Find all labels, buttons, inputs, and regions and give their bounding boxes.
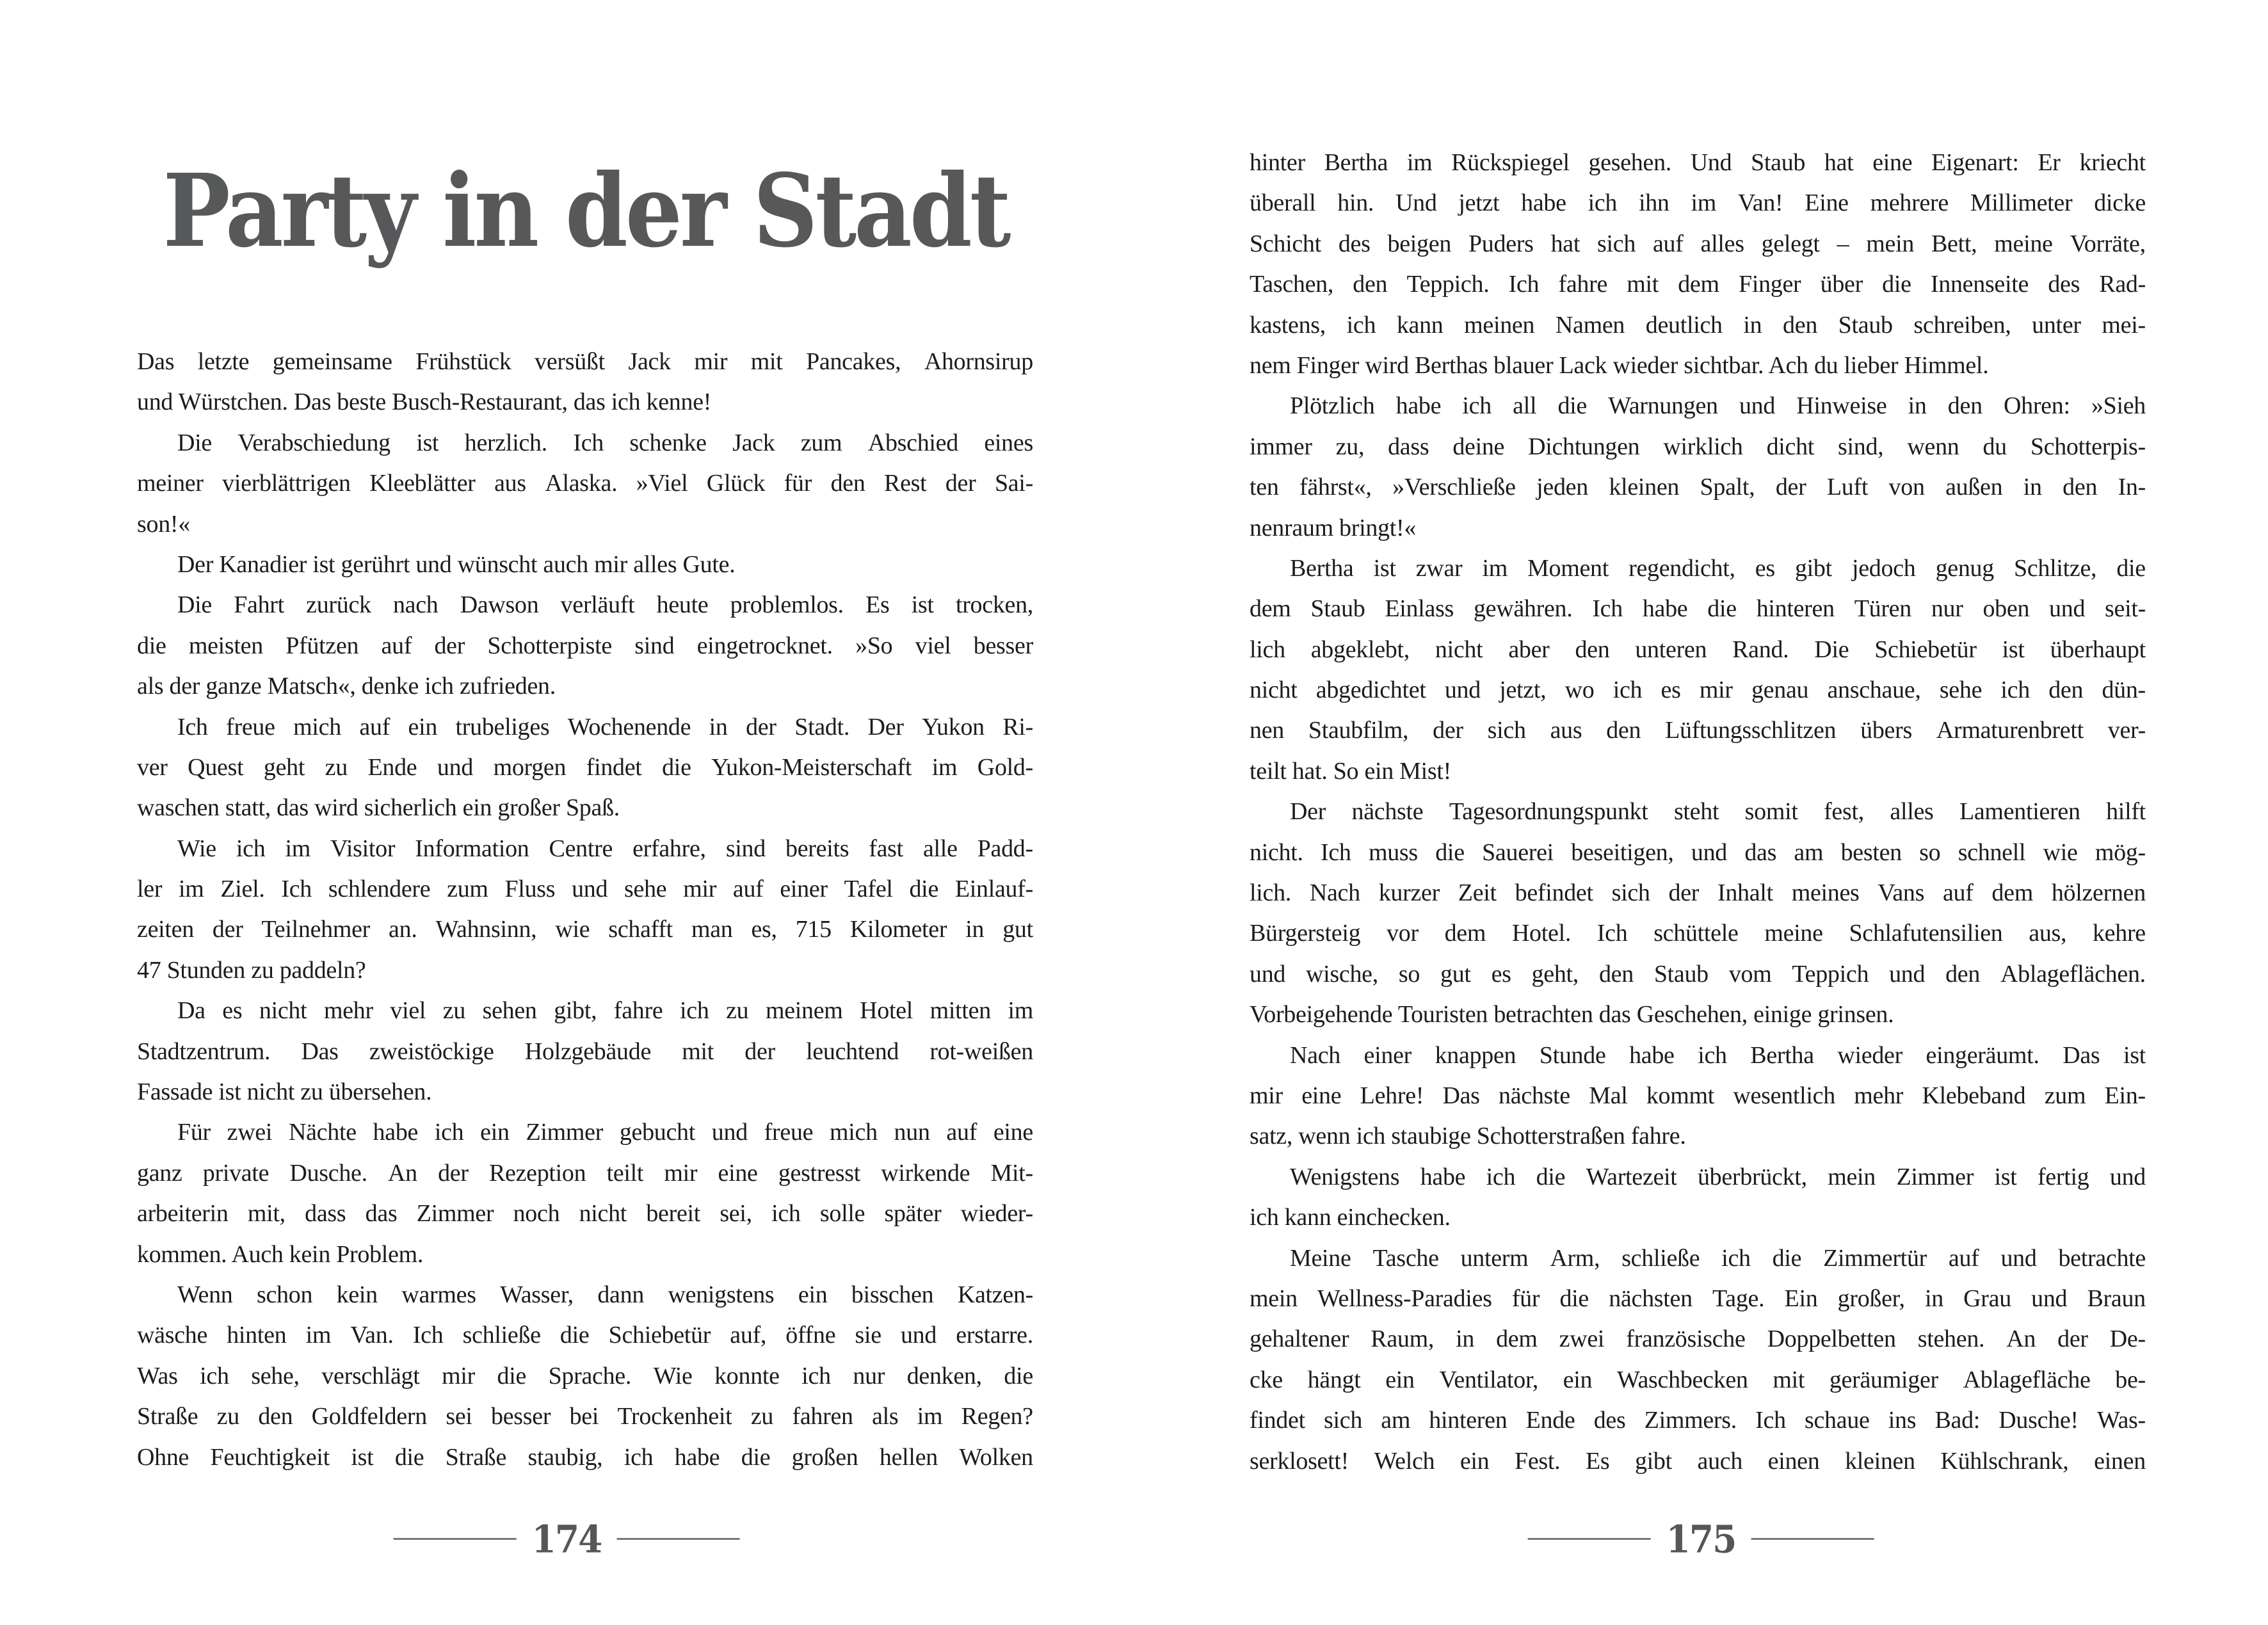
text-line: lich abgeklebt, nicht aber den unteren Rand. Die Schiebetür ist überhaupt — [1250, 636, 2146, 663]
text-line: Nach einer knappen Stunde habe ich Bertha wieder eingeräumt. Das ist — [1290, 1041, 2146, 1069]
chapter-title: Party in der Stadt — [163, 152, 1009, 271]
left-page-footer — [394, 1516, 740, 1562]
text-line: Ich freue mich auf ein trubeliges Wochenende in der Stadt. Der Yukon Ri- — [177, 713, 1033, 740]
text-line: kommen. Auch kein Problem. — [137, 1240, 424, 1268]
text-line: Stadtzentrum. Das zweistöckige Holzgebäude mit der leuchtend rot-weißen — [137, 1037, 1033, 1065]
text-line: nem Finger wird Berthas blauer Lack wieder sichtbar. Ach du lieber Himmel. — [1250, 351, 1989, 379]
text-line: Der nächste Tagesordnungspunkt steht somit fest, alles Lamentieren hilft — [1290, 798, 2146, 826]
text-line: hinter Bertha im Rückspiegel gesehen. Und Staub hat eine Eigenart: Er kriecht — [1250, 149, 2146, 176]
text-line: Was ich sehe, verschlägt mir die Sprache. Wie konnte ich nur denken, die — [137, 1362, 1033, 1389]
text-line: Plötzlich habe ich all die Warnungen und Hinweise in den Ohren: »Sieh — [1290, 392, 2146, 420]
text-line: Wie ich im Visitor Information Centre erfahre, sind bereits fast alle Padd- — [177, 835, 1033, 862]
text-line: gehaltener Raum, in dem zwei französische Doppelbetten stehen. An der De- — [1250, 1325, 2146, 1353]
text-line: zeiten der Teilnehmer an. Wahnsinn, wie schafft man es, 715 Kilometer in gut — [137, 916, 1033, 943]
text-line: Fassade ist nicht zu übersehen. — [137, 1078, 432, 1106]
text-line: findet sich am hinteren Ende des Zimmers. Ich schaue ins Bad: Dusche! Was- — [1250, 1407, 2146, 1434]
text-line: Vorbeigehende Touristen betrachten das Geschehen, einige grinsen. — [1250, 1001, 1894, 1029]
text-line: ver Quest geht zu Ende und morgen findet die Yukon-Meisterschaft im Gold- — [137, 753, 1033, 781]
footer-rule-left — [394, 1538, 517, 1540]
text-line: Die Verabschiedung ist herzlich. Ich schenke Jack zum Abschied eines — [177, 429, 1033, 456]
text-line: Wenn schon kein warmes Wasser, dann wenigstens ein bisschen Katzen- — [177, 1281, 1033, 1308]
right-page-footer — [1528, 1516, 1874, 1562]
text-line: mir eine Lehre! Das nächste Mal kommt wesentlich mehr Klebeband zum Ein- — [1250, 1082, 2146, 1109]
page-number-left: 174 — [531, 1516, 602, 1562]
text-line: lich. Nach kurzer Zeit befindet sich der Inhalt meines Vans auf dem hölzernen — [1250, 879, 2146, 907]
text-line: waschen statt, das wird sicherlich ein großer Spaß. — [137, 794, 620, 822]
text-line: arbeiterin mit, dass das Zimmer noch nicht bereit sei, ich solle später wieder- — [137, 1200, 1033, 1228]
text-line: Schicht des beigen Puders hat sich auf alles gelegt – mein Bett, meine Vorräte, — [1250, 230, 2146, 257]
text-line: cke hängt ein Ventilator, ein Waschbecken mit geräumiger Ablagefläche be- — [1250, 1366, 2146, 1393]
text-line: die meisten Pfützen auf der Schotterpiste sind eingetrocknet. »So viel besser — [137, 632, 1033, 659]
text-line: Ohne Feuchtigkeit ist die Straße staubig, ich habe die großen hellen Wolken — [137, 1443, 1033, 1471]
text-line: 47 Stunden zu paddeln? — [137, 956, 366, 984]
text-line: kastens, ich kann meinen Namen deutlich in den Staub schreiben, unter mei- — [1250, 311, 2146, 339]
text-line: Bürgersteig vor dem Hotel. Ich schüttele meine Schlafutensilien aus, kehre — [1250, 920, 2146, 947]
text-line: überall hin. Und jetzt habe ich ihn im Van! Eine mehrere Millimeter dicke — [1250, 189, 2146, 217]
footer-rule-right — [1751, 1538, 1874, 1540]
text-line: serklosett! Welch ein Fest. Es gibt auch einen kleinen Kühlschrank, einen — [1250, 1447, 2146, 1475]
footer-rule-right — [616, 1538, 739, 1540]
text-line: Taschen, den Teppich. Ich fahre mit dem Finger über die Innenseite des Rad- — [1250, 271, 2146, 298]
left-page-text-column — [137, 342, 1033, 1478]
text-line: teilt hat. So ein Mist! — [1250, 757, 1452, 785]
text-line: Für zwei Nächte habe ich ein Zimmer gebucht und freue mich nun auf eine — [177, 1119, 1033, 1146]
text-line: nen Staubfilm, der sich aus den Lüftungsschlitzen übers Armaturenbrett ver- — [1250, 717, 2146, 744]
text-line: mein Wellness-Paradies für die nächsten Tage. Ein großer, in Grau und Braun — [1250, 1285, 2146, 1312]
text-line: ten fährst«, »Verschließe jeden kleinen Spalt, der Luft von außen in den In- — [1250, 474, 2146, 501]
page-number-right: 175 — [1666, 1516, 1736, 1562]
text-line: Wenigstens habe ich die Wartezeit überbrückt, mein Zimmer ist fertig und — [1290, 1163, 2146, 1190]
text-line: und wische, so gut es geht, den Staub vom Teppich und den Ablageflächen. — [1250, 960, 2146, 988]
text-line: als der ganze Matsch«, denke ich zufrieden. — [137, 673, 556, 700]
text-line: dem Staub Einlass gewähren. Ich habe die hinteren Türen nur oben und seit- — [1250, 595, 2146, 623]
text-line: Die Fahrt zurück nach Dawson verläuft heute problemlos. Es ist trocken, — [177, 591, 1033, 619]
text-line: Straße zu den Goldfeldern sei besser bei Trockenheit zu fahren als im Regen? — [137, 1403, 1033, 1430]
text-line: ich kann einchecken. — [1250, 1204, 1451, 1231]
text-line: satz, wenn ich staubige Schotterstraßen fahre. — [1250, 1123, 1686, 1150]
right-page-text-column — [1250, 143, 2146, 1482]
text-line: Meine Tasche unterm Arm, schließe ich die Zimmertür auf und betrachte — [1290, 1244, 2146, 1272]
text-line: ganz private Dusche. An der Rezeption teilt mir eine gestresst wirkende Mit- — [137, 1159, 1033, 1187]
text-line: immer zu, dass deine Dichtungen wirklich dicht sind, wenn du Schotterpis- — [1250, 433, 2146, 460]
text-line: son!« — [137, 510, 190, 538]
text-line: nenraum bringt!« — [1250, 514, 1417, 541]
text-line: ler im Ziel. Ich schlendere zum Fluss und sehe mir auf einer Tafel die Einlauf- — [137, 876, 1033, 903]
text-line: meiner vierblättrigen Kleeblätter aus Alaska. »Viel Glück für den Rest der Sai- — [137, 470, 1033, 497]
text-line: Der Kanadier ist gerührt und wünscht auch mir alles Gute. — [177, 550, 736, 578]
text-line: Das letzte gemeinsame Frühstück versüßt Jack mir mit Pancakes, Ahornsirup — [137, 348, 1033, 375]
footer-rule-left — [1528, 1538, 1651, 1540]
text-line: nicht abgedichtet und jetzt, wo ich es mir genau anschaue, sehe ich den dün- — [1250, 676, 2146, 704]
text-line: Da es nicht mehr viel zu sehen gibt, fahre ich zu meinem Hotel mitten im — [177, 997, 1033, 1025]
text-line: wäsche hinten im Van. Ich schließe die Schiebetür auf, öffne sie und erstarre. — [137, 1322, 1033, 1349]
text-line: und Würstchen. Das beste Busch-Restaurant, das ich kenne! — [137, 388, 712, 416]
text-line: Bertha ist zwar im Moment regendicht, es gibt jedoch genug Schlitze, die — [1290, 554, 2146, 582]
text-line: nicht. Ich muss die Sauerei beseitigen, und das am besten so schnell wie mög- — [1250, 838, 2146, 866]
